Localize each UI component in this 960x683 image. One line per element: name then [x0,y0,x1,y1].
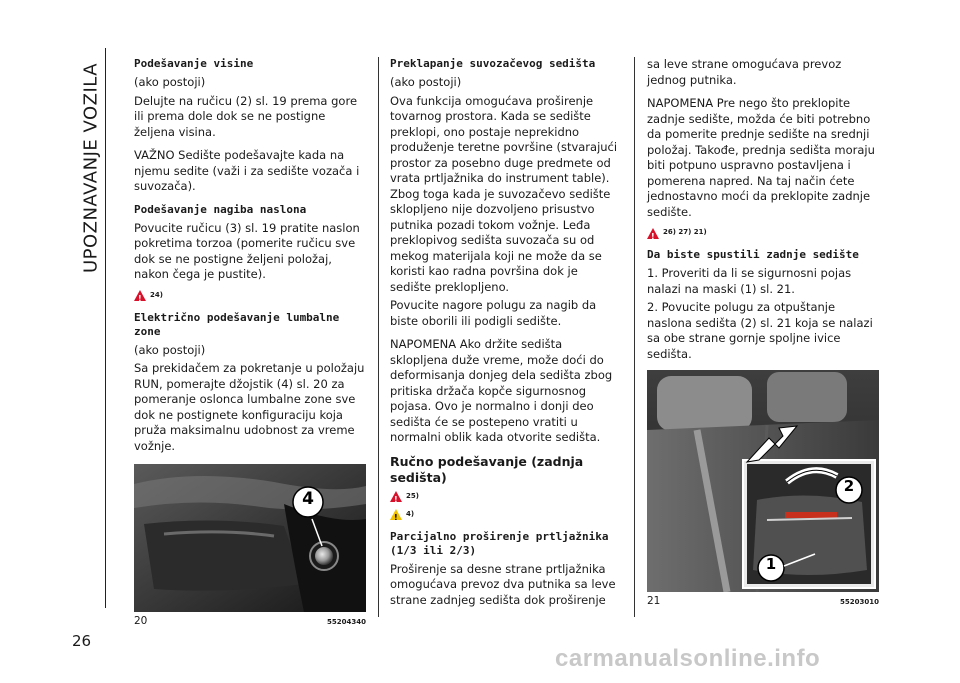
warning-refs: 26) 27) 21) [663,228,707,237]
figure-20-caption [134,614,366,631]
trunk-heading: Parcijalno proširenje prtljažnika (1/3 ili 2/3) [390,529,609,557]
fold-text: Ova funkcija omogućava proširenje tovarnog prostora. Kada se sedište preklopi, ono postaje neprekidno produženje teretne površine (stvarajući prostor za posebno duge predmete od vrata prtljažnika do instrument table). Zbog toga kada je suvozačevo sedište sklopljeno nije dozvoljeno prisustvo putnika pozadi tokom vožnje. Leđa preklopivog sedišta suvozača su od mekog materijala koji ne može da se koristi kao radna površina dok je sedište preklopljeno. [390,93,618,294]
column-divider-2 [634,57,635,617]
warning-ref: 25) [406,491,419,500]
rear-seats-heading: Ručno podešavanje (zadnja sedišta) [390,453,584,485]
warning-triangle-icon [134,290,146,301]
continued-text: sa leve strane omogućava prevoz jednog putnika. [647,57,842,87]
figure-code: 55204340 [327,618,366,626]
lumbar-text: Sa prekidačem za pokretanje u položaju RUN, pomerajte džojstik (4) sl. 20 za pomeranje oslonca lumbalne zone sve dok ne postignete konfiguraciju koja pruža maksimalnu udobnost za vreme vožnje. [134,361,365,453]
figure-21-caption [647,594,879,611]
column-divider-1 [378,57,379,617]
step-1: 1. Proveriti da li se sigurnosni pojas nalazi na maski (1) sl. 21. [647,266,852,296]
rear-seat-photo [647,370,879,592]
rear-caution [390,508,622,522]
height-note: VAŽNO Sedište podešavajte kada na njemu sedite (važi i za sedište vozača i suvozača). [134,148,360,193]
lumbar-optional: (ako postoji) [134,342,206,357]
seat-joystick-photo [134,464,366,612]
column-2 [390,57,622,611]
trunk-text: Proširenje sa desne strane prtljažnika omogućava prevoz dva putnika sa leve strane zadnjeg sedišta dok proširenje [390,561,616,607]
seat-side-illustration [134,464,366,612]
figure-20 [134,464,366,631]
warning-ref: 24) [150,290,163,299]
warning-triangle-icon [390,491,402,502]
side-section-title [78,48,104,288]
column-1 [134,57,366,631]
caution-triangle-icon [390,509,402,520]
height-text: Delujte na ručicu (2) sl. 19 prema gore ili prema dole dok se ne postigne željena visina. [134,93,358,139]
caution-ref: 4) [406,509,415,518]
side-title-text: UPOZNAVANJE VOZILA [80,62,102,274]
step-2: 2. Povucite polugu za otpuštanje naslona sedišta (2) sl. 21 koja se nalazi sa obe strane gornje spoljne ivice sedišta. [647,300,873,361]
page-number: 26 [72,632,92,650]
tilt-text: Povucite ručicu (3) sl. 19 pratite naslon pokretima torzoa (pomerite ručicu sve dok se ne postigne željeni položaj, nakon čega je pustite). [134,220,360,281]
figure-number: 21 [647,595,661,607]
warning-triangle-icon [647,228,659,239]
lumbar-heading: Električno podešavanje lumbalne zone [134,310,340,338]
fold-optional: (ako postoji) [390,75,462,89]
height-optional: (ako postoji) [134,75,206,89]
rear-fold-note: NAPOMENA Pre nego što preklopite zadnje sedište, možda će biti potrebno da pomerite prednje sedište na srednji položaj. Takođe, prednja sedišta moraju biti potpuno uspravno postavljena i pomerena napred. Na taj način ćete jednostavno moći da preklopite zadnje sedište. [647,96,875,219]
height-heading: Podešavanje visine [134,57,254,70]
figure-number: 20 [134,615,148,627]
callout-1: 1 [765,555,777,573]
fold-heading: Preklapanje suvozačevog sedišta [390,57,596,70]
rear-fold-warnings [647,226,879,240]
tilt-heading: Podešavanje nagiba naslona [134,202,307,216]
figure-21 [647,370,879,611]
lower-seat-heading: Da biste spustili zadnje sedište [647,248,859,261]
callout-2: 2 [843,477,855,495]
watermark: carmanualsonline.info [555,645,821,672]
tilt-warning [134,289,366,303]
side-divider [105,48,106,608]
callout-4: 4 [302,489,314,509]
column-3 [647,57,879,611]
fold-note: NAPOMENA Ako držite sedišta sklopljena duže vreme, može doći do deformisanja donjeg dela sedišta zbog pritiska držača kopče sigurnosnog pojasa. Ovo je normalno i donji deo sedišta će se postepeno vratiti u normalni oblik kada otvorite sedišta. [390,337,613,444]
fold-text-2: Povucite nagore polugu za nagib da biste oborili ili podigli sedište. [390,298,597,328]
rear-warning [390,490,622,504]
figure-code: 55203010 [840,598,879,606]
